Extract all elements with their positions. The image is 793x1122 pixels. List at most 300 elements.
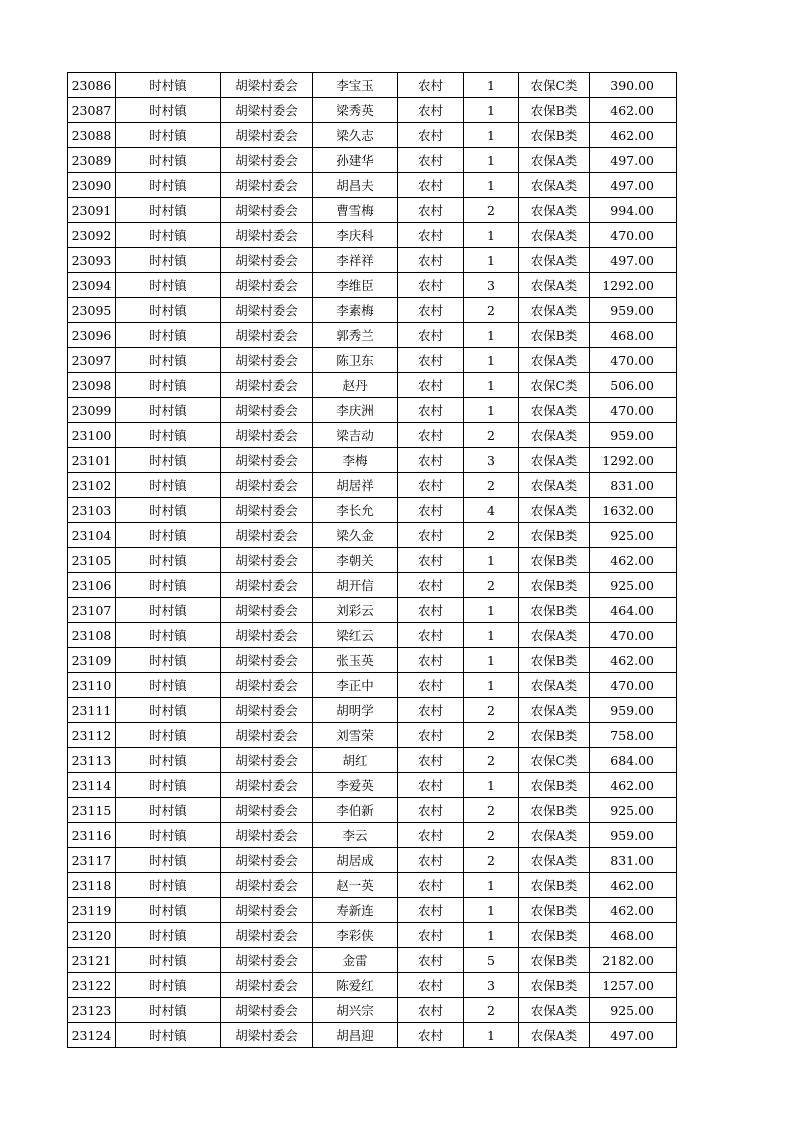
count-cell: 2 (464, 998, 519, 1023)
name-cell: 胡居成 (313, 848, 398, 873)
category-cell: 农保B类 (519, 948, 590, 973)
amount-cell: 470.00 (590, 223, 677, 248)
amount-cell: 959.00 (590, 298, 677, 323)
category-cell: 农保A类 (519, 848, 590, 873)
count-cell: 2 (464, 723, 519, 748)
amount-cell: 925.00 (590, 798, 677, 823)
table-body (68, 73, 677, 1048)
count-cell: 1 (464, 773, 519, 798)
village-cell: 胡梁村委会 (221, 1023, 313, 1048)
amount-cell: 470.00 (590, 348, 677, 373)
table-row (68, 148, 677, 173)
area-cell: 农村 (398, 898, 464, 923)
category-cell: 农保A类 (519, 248, 590, 273)
amount-cell: 497.00 (590, 248, 677, 273)
amount-cell: 468.00 (590, 323, 677, 348)
village-cell: 胡梁村委会 (221, 998, 313, 1023)
count-cell: 1 (464, 648, 519, 673)
table-row (68, 848, 677, 873)
area-cell: 农村 (398, 498, 464, 523)
category-cell: 农保A类 (519, 173, 590, 198)
table-row (68, 273, 677, 298)
table-row (68, 548, 677, 573)
town-cell: 时村镇 (116, 573, 221, 598)
amount-cell: 831.00 (590, 473, 677, 498)
count-cell: 3 (464, 448, 519, 473)
area-cell: 农村 (398, 523, 464, 548)
amount-cell: 1292.00 (590, 448, 677, 473)
area-cell: 农村 (398, 148, 464, 173)
amount-cell: 1292.00 (590, 273, 677, 298)
category-cell: 农保B类 (519, 123, 590, 148)
id-cell: 23118 (68, 873, 116, 898)
table-row (68, 523, 677, 548)
table-row (68, 473, 677, 498)
table-row (68, 698, 677, 723)
amount-cell: 470.00 (590, 623, 677, 648)
name-cell: 胡昌迎 (313, 1023, 398, 1048)
area-cell: 农村 (398, 923, 464, 948)
category-cell: 农保A类 (519, 398, 590, 423)
village-cell: 胡梁村委会 (221, 373, 313, 398)
id-cell: 23111 (68, 698, 116, 723)
table-row (68, 573, 677, 598)
area-cell: 农村 (398, 298, 464, 323)
village-cell: 胡梁村委会 (221, 598, 313, 623)
amount-cell: 468.00 (590, 923, 677, 948)
category-cell: 农保A类 (519, 198, 590, 223)
id-cell: 23115 (68, 798, 116, 823)
town-cell: 时村镇 (116, 673, 221, 698)
count-cell: 5 (464, 948, 519, 973)
id-cell: 23102 (68, 473, 116, 498)
area-cell: 农村 (398, 223, 464, 248)
category-cell: 农保B类 (519, 873, 590, 898)
village-cell: 胡梁村委会 (221, 448, 313, 473)
id-cell: 23094 (68, 273, 116, 298)
count-cell: 1 (464, 348, 519, 373)
count-cell: 2 (464, 748, 519, 773)
amount-cell: 497.00 (590, 148, 677, 173)
amount-cell: 470.00 (590, 398, 677, 423)
count-cell: 1 (464, 923, 519, 948)
category-cell: 农保A类 (519, 498, 590, 523)
town-cell: 时村镇 (116, 73, 221, 98)
village-cell: 胡梁村委会 (221, 173, 313, 198)
category-cell: 农保A类 (519, 223, 590, 248)
count-cell: 1 (464, 248, 519, 273)
area-cell: 农村 (398, 123, 464, 148)
name-cell: 张玉英 (313, 648, 398, 673)
town-cell: 时村镇 (116, 498, 221, 523)
category-cell: 农保A类 (519, 298, 590, 323)
table-row (68, 348, 677, 373)
id-cell: 23095 (68, 298, 116, 323)
amount-cell: 462.00 (590, 898, 677, 923)
village-cell: 胡梁村委会 (221, 973, 313, 998)
amount-cell: 462.00 (590, 123, 677, 148)
area-cell: 农村 (398, 348, 464, 373)
amount-cell: 506.00 (590, 373, 677, 398)
amount-cell: 462.00 (590, 873, 677, 898)
area-cell: 农村 (398, 823, 464, 848)
amount-cell: 464.00 (590, 598, 677, 623)
village-cell: 胡梁村委会 (221, 148, 313, 173)
village-cell: 胡梁村委会 (221, 648, 313, 673)
village-cell: 胡梁村委会 (221, 798, 313, 823)
name-cell: 郭秀兰 (313, 323, 398, 348)
town-cell: 时村镇 (116, 848, 221, 873)
area-cell: 农村 (398, 973, 464, 998)
village-cell: 胡梁村委会 (221, 923, 313, 948)
village-cell: 胡梁村委会 (221, 423, 313, 448)
table-row (68, 998, 677, 1023)
table-row (68, 723, 677, 748)
count-cell: 2 (464, 198, 519, 223)
count-cell: 1 (464, 123, 519, 148)
count-cell: 1 (464, 673, 519, 698)
category-cell: 农保A类 (519, 448, 590, 473)
area-cell: 农村 (398, 98, 464, 123)
id-cell: 23091 (68, 198, 116, 223)
area-cell: 农村 (398, 548, 464, 573)
town-cell: 时村镇 (116, 223, 221, 248)
area-cell: 农村 (398, 673, 464, 698)
count-cell: 1 (464, 148, 519, 173)
town-cell: 时村镇 (116, 148, 221, 173)
name-cell: 胡红 (313, 748, 398, 773)
town-cell: 时村镇 (116, 798, 221, 823)
amount-cell: 959.00 (590, 423, 677, 448)
id-cell: 23086 (68, 73, 116, 98)
category-cell: 农保C类 (519, 373, 590, 398)
area-cell: 农村 (398, 598, 464, 623)
village-cell: 胡梁村委会 (221, 823, 313, 848)
count-cell: 3 (464, 273, 519, 298)
category-cell: 农保A类 (519, 348, 590, 373)
village-cell: 胡梁村委会 (221, 348, 313, 373)
table-row (68, 73, 677, 98)
id-cell: 23100 (68, 423, 116, 448)
amount-cell: 925.00 (590, 523, 677, 548)
village-cell: 胡梁村委会 (221, 198, 313, 223)
count-cell: 1 (464, 373, 519, 398)
count-cell: 3 (464, 973, 519, 998)
area-cell: 农村 (398, 323, 464, 348)
id-cell: 23113 (68, 748, 116, 773)
id-cell: 23110 (68, 673, 116, 698)
village-cell: 胡梁村委会 (221, 123, 313, 148)
village-cell: 胡梁村委会 (221, 623, 313, 648)
name-cell: 李祥祥 (313, 248, 398, 273)
town-cell: 时村镇 (116, 898, 221, 923)
count-cell: 2 (464, 298, 519, 323)
amount-cell: 758.00 (590, 723, 677, 748)
village-cell: 胡梁村委会 (221, 298, 313, 323)
area-cell: 农村 (398, 948, 464, 973)
village-cell: 胡梁村委会 (221, 323, 313, 348)
village-cell: 胡梁村委会 (221, 498, 313, 523)
category-cell: 农保B类 (519, 523, 590, 548)
name-cell: 金雷 (313, 948, 398, 973)
name-cell: 陈爱红 (313, 973, 398, 998)
id-cell: 23121 (68, 948, 116, 973)
category-cell: 农保A类 (519, 673, 590, 698)
id-cell: 23117 (68, 848, 116, 873)
village-cell: 胡梁村委会 (221, 673, 313, 698)
table-row (68, 873, 677, 898)
village-cell: 胡梁村委会 (221, 523, 313, 548)
area-cell: 农村 (398, 373, 464, 398)
category-cell: 农保B类 (519, 548, 590, 573)
id-cell: 23099 (68, 398, 116, 423)
name-cell: 李爱英 (313, 773, 398, 798)
count-cell: 1 (464, 598, 519, 623)
name-cell: 陈卫东 (313, 348, 398, 373)
amount-cell: 925.00 (590, 998, 677, 1023)
table-row (68, 973, 677, 998)
village-cell: 胡梁村委会 (221, 748, 313, 773)
category-cell: 农保B类 (519, 973, 590, 998)
table-row (68, 623, 677, 648)
area-cell: 农村 (398, 173, 464, 198)
village-cell: 胡梁村委会 (221, 248, 313, 273)
town-cell: 时村镇 (116, 448, 221, 473)
area-cell: 农村 (398, 873, 464, 898)
village-cell: 胡梁村委会 (221, 848, 313, 873)
category-cell: 农保A类 (519, 273, 590, 298)
id-cell: 23123 (68, 998, 116, 1023)
name-cell: 梁红云 (313, 623, 398, 648)
area-cell: 农村 (398, 623, 464, 648)
village-cell: 胡梁村委会 (221, 898, 313, 923)
table-row (68, 223, 677, 248)
name-cell: 李长允 (313, 498, 398, 523)
name-cell: 寿新连 (313, 898, 398, 923)
area-cell: 农村 (398, 1023, 464, 1048)
town-cell: 时村镇 (116, 248, 221, 273)
benefit-table (67, 72, 677, 1048)
id-cell: 23109 (68, 648, 116, 673)
town-cell: 时村镇 (116, 973, 221, 998)
table-row (68, 398, 677, 423)
category-cell: 农保C类 (519, 748, 590, 773)
count-cell: 2 (464, 573, 519, 598)
table-row (68, 323, 677, 348)
category-cell: 农保B类 (519, 573, 590, 598)
name-cell: 李维臣 (313, 273, 398, 298)
area-cell: 农村 (398, 748, 464, 773)
count-cell: 1 (464, 873, 519, 898)
table-row (68, 798, 677, 823)
village-cell: 胡梁村委会 (221, 223, 313, 248)
id-cell: 23106 (68, 573, 116, 598)
area-cell: 农村 (398, 248, 464, 273)
area-cell: 农村 (398, 273, 464, 298)
count-cell: 2 (464, 698, 519, 723)
name-cell: 梁久志 (313, 123, 398, 148)
name-cell: 孙建华 (313, 148, 398, 173)
amount-cell: 390.00 (590, 73, 677, 98)
name-cell: 梁吉动 (313, 423, 398, 448)
category-cell: 农保A类 (519, 473, 590, 498)
village-cell: 胡梁村委会 (221, 548, 313, 573)
table-row (68, 498, 677, 523)
id-cell: 23093 (68, 248, 116, 273)
town-cell: 时村镇 (116, 423, 221, 448)
id-cell: 23112 (68, 723, 116, 748)
town-cell: 时村镇 (116, 473, 221, 498)
count-cell: 1 (464, 623, 519, 648)
name-cell: 李彩侠 (313, 923, 398, 948)
table-row (68, 448, 677, 473)
town-cell: 时村镇 (116, 1023, 221, 1048)
count-cell: 1 (464, 398, 519, 423)
area-cell: 农村 (398, 573, 464, 598)
id-cell: 23122 (68, 973, 116, 998)
area-cell: 农村 (398, 448, 464, 473)
name-cell: 胡居祥 (313, 473, 398, 498)
amount-cell: 994.00 (590, 198, 677, 223)
count-cell: 1 (464, 1023, 519, 1048)
area-cell: 农村 (398, 848, 464, 873)
count-cell: 2 (464, 423, 519, 448)
name-cell: 梁秀英 (313, 98, 398, 123)
town-cell: 时村镇 (116, 723, 221, 748)
amount-cell: 959.00 (590, 698, 677, 723)
count-cell: 1 (464, 98, 519, 123)
town-cell: 时村镇 (116, 523, 221, 548)
area-cell: 农村 (398, 798, 464, 823)
id-cell: 23116 (68, 823, 116, 848)
amount-cell: 462.00 (590, 773, 677, 798)
town-cell: 时村镇 (116, 948, 221, 973)
amount-cell: 2182.00 (590, 948, 677, 973)
village-cell: 胡梁村委会 (221, 873, 313, 898)
id-cell: 23120 (68, 923, 116, 948)
id-cell: 23107 (68, 598, 116, 623)
id-cell: 23119 (68, 898, 116, 923)
area-cell: 农村 (398, 648, 464, 673)
category-cell: 农保B类 (519, 648, 590, 673)
id-cell: 23089 (68, 148, 116, 173)
category-cell: 农保A类 (519, 998, 590, 1023)
town-cell: 时村镇 (116, 698, 221, 723)
id-cell: 23098 (68, 373, 116, 398)
table-row (68, 748, 677, 773)
area-cell: 农村 (398, 73, 464, 98)
town-cell: 时村镇 (116, 373, 221, 398)
count-cell: 1 (464, 323, 519, 348)
area-cell: 农村 (398, 773, 464, 798)
table-row (68, 898, 677, 923)
town-cell: 时村镇 (116, 748, 221, 773)
id-cell: 23092 (68, 223, 116, 248)
town-cell: 时村镇 (116, 598, 221, 623)
area-cell: 农村 (398, 473, 464, 498)
count-cell: 1 (464, 173, 519, 198)
category-cell: 农保B类 (519, 723, 590, 748)
town-cell: 时村镇 (116, 773, 221, 798)
area-cell: 农村 (398, 423, 464, 448)
village-cell: 胡梁村委会 (221, 98, 313, 123)
area-cell: 农村 (398, 998, 464, 1023)
table-row (68, 773, 677, 798)
table-row (68, 598, 677, 623)
amount-cell: 462.00 (590, 648, 677, 673)
amount-cell: 497.00 (590, 1023, 677, 1048)
village-cell: 胡梁村委会 (221, 698, 313, 723)
category-cell: 农保A类 (519, 823, 590, 848)
name-cell: 胡明学 (313, 698, 398, 723)
area-cell: 农村 (398, 398, 464, 423)
village-cell: 胡梁村委会 (221, 398, 313, 423)
area-cell: 农村 (398, 198, 464, 223)
category-cell: 农保A类 (519, 1023, 590, 1048)
town-cell: 时村镇 (116, 398, 221, 423)
amount-cell: 497.00 (590, 173, 677, 198)
town-cell: 时村镇 (116, 323, 221, 348)
town-cell: 时村镇 (116, 348, 221, 373)
village-cell: 胡梁村委会 (221, 273, 313, 298)
table-row (68, 173, 677, 198)
id-cell: 23108 (68, 623, 116, 648)
table-row (68, 298, 677, 323)
table-row (68, 373, 677, 398)
category-cell: 农保B类 (519, 898, 590, 923)
name-cell: 李伯新 (313, 798, 398, 823)
id-cell: 23105 (68, 548, 116, 573)
name-cell: 李正中 (313, 673, 398, 698)
category-cell: 农保B类 (519, 598, 590, 623)
amount-cell: 831.00 (590, 848, 677, 873)
table-row (68, 423, 677, 448)
count-cell: 1 (464, 73, 519, 98)
town-cell: 时村镇 (116, 173, 221, 198)
name-cell: 李庆科 (313, 223, 398, 248)
town-cell: 时村镇 (116, 998, 221, 1023)
count-cell: 1 (464, 898, 519, 923)
table-row (68, 823, 677, 848)
town-cell: 时村镇 (116, 623, 221, 648)
table-row (68, 648, 677, 673)
category-cell: 农保B类 (519, 323, 590, 348)
name-cell: 刘雪荣 (313, 723, 398, 748)
category-cell: 农保B类 (519, 773, 590, 798)
town-cell: 时村镇 (116, 123, 221, 148)
table-row (68, 98, 677, 123)
count-cell: 1 (464, 548, 519, 573)
name-cell: 赵一英 (313, 873, 398, 898)
village-cell: 胡梁村委会 (221, 723, 313, 748)
category-cell: 农保A类 (519, 148, 590, 173)
name-cell: 赵丹 (313, 373, 398, 398)
area-cell: 农村 (398, 723, 464, 748)
amount-cell: 1632.00 (590, 498, 677, 523)
village-cell: 胡梁村委会 (221, 948, 313, 973)
id-cell: 23124 (68, 1023, 116, 1048)
name-cell: 李云 (313, 823, 398, 848)
table-row (68, 948, 677, 973)
town-cell: 时村镇 (116, 923, 221, 948)
village-cell: 胡梁村委会 (221, 473, 313, 498)
town-cell: 时村镇 (116, 823, 221, 848)
id-cell: 23088 (68, 123, 116, 148)
amount-cell: 470.00 (590, 673, 677, 698)
name-cell: 胡开信 (313, 573, 398, 598)
id-cell: 23096 (68, 323, 116, 348)
table-row (68, 1023, 677, 1048)
